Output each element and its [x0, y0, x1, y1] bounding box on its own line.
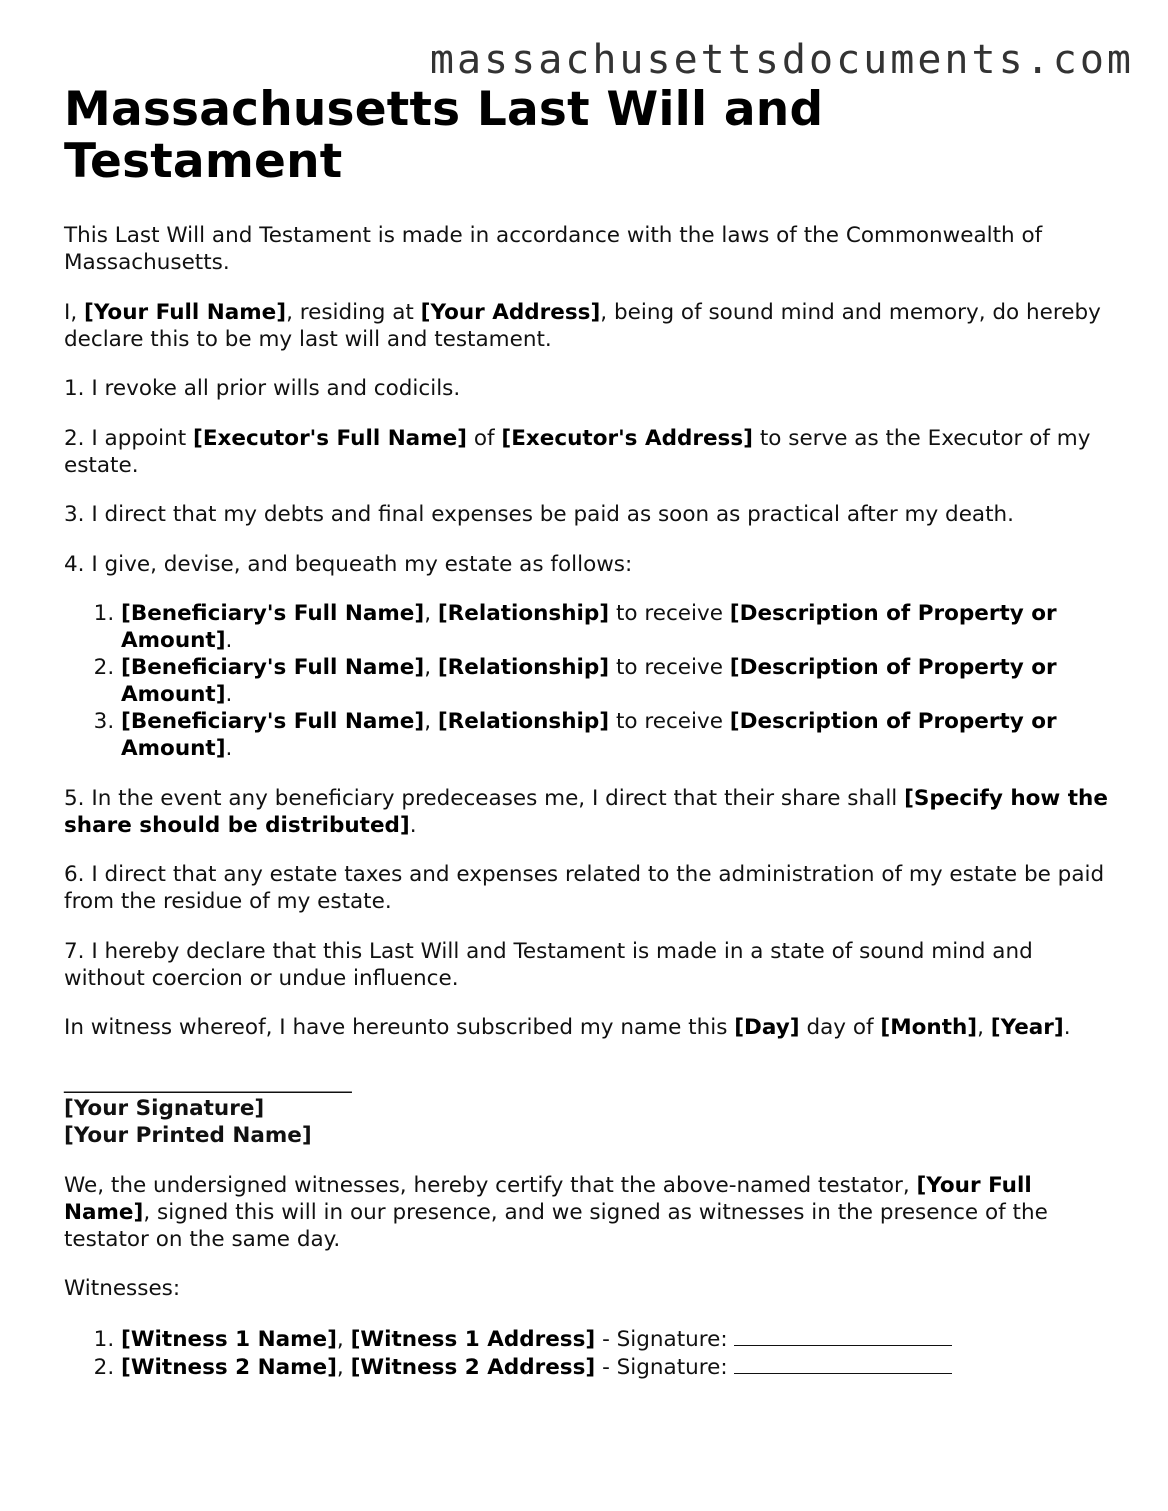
- signature-label: [Your Signature]: [64, 1096, 265, 1122]
- distribution-placeholder: [Specify how the share should be distributed]: [64, 785, 1108, 838]
- text: ,: [424, 655, 438, 681]
- text: 5. In the event any beneficiary predeceases me, I direct that their share shall: [64, 785, 905, 811]
- text: I,: [64, 299, 85, 325]
- text: ,: [336, 1354, 351, 1380]
- text: .: [225, 628, 233, 654]
- list-item: [121, 708, 1114, 762]
- text: to receive: [609, 601, 730, 627]
- testator-name-placeholder: [Your Full Name]: [84, 299, 287, 325]
- text: , being of sound mind and memory, do hereby declare this to be my last will and testament.: [64, 299, 1101, 352]
- month-placeholder: [Month]: [880, 1015, 978, 1041]
- intro-paragraph: This Last Will and Testament is made in accordance with the laws of the Commonwealth of Massachusetts.: [64, 223, 1043, 276]
- text: In witness whereof, I have hereunto subscribed my name this: [64, 1015, 735, 1041]
- list-item: [121, 1353, 1114, 1381]
- text: .: [225, 682, 233, 708]
- executor-address-placeholder: [Executor's Address]: [501, 425, 753, 451]
- text: to receive: [609, 709, 730, 735]
- text: , signed this will in our presence, and we signed as witnesses in the presence of the testator on the same day.: [64, 1199, 1048, 1252]
- text: - Signature:: [595, 1354, 735, 1380]
- clause-5: [64, 785, 1114, 839]
- document-title: Massachusetts Last Will and Testament: [64, 82, 824, 189]
- text: ,: [424, 709, 438, 735]
- text: We, the undersigned witnesses, hereby certify that the above-named testator,: [64, 1172, 917, 1198]
- relationship-placeholder: [Relationship]: [437, 601, 610, 627]
- witness-whereof-paragraph: [64, 1014, 1114, 1041]
- signature-line: ______________________________: [64, 1069, 351, 1095]
- witness-signature-line: [734, 1325, 952, 1346]
- executor-name-placeholder: [Executor's Full Name]: [193, 425, 468, 451]
- witnesses-heading: Witnesses:: [64, 1276, 181, 1302]
- witness-name-placeholder: [Witness 2 Name]: [121, 1354, 337, 1380]
- witness-list: [64, 1325, 1114, 1381]
- text: - Signature:: [595, 1326, 735, 1352]
- property-placeholder: [Description of Property or Amount]: [121, 655, 1057, 708]
- text: of: [467, 425, 502, 451]
- printed-name-label: [Your Printed Name]: [64, 1123, 312, 1149]
- text: day of: [799, 1015, 881, 1041]
- site-watermark: massachusettsdocuments.com: [429, 37, 1134, 83]
- relationship-placeholder: [Relationship]: [437, 655, 610, 681]
- witness-signature-line: [734, 1353, 952, 1374]
- document-body: [64, 84, 1114, 1381]
- list-item: [121, 654, 1114, 708]
- day-placeholder: [Day]: [734, 1015, 800, 1041]
- clause-7: 7. I hereby declare that this Last Will and Testament is made in a state of sound mind and without coercion or undue influence.: [64, 938, 1033, 991]
- text: , residing at: [286, 299, 421, 325]
- year-placeholder: [Year]: [990, 1015, 1064, 1041]
- clause-6: 6. I direct that any estate taxes and expenses related to the administration of my estate be paid from the residue of my estate.: [64, 862, 1105, 915]
- property-placeholder: [Description of Property or Amount]: [121, 601, 1057, 654]
- text: .: [1063, 1015, 1071, 1041]
- clause-4: 4. I give, devise, and bequeath my estate as follows:: [64, 551, 633, 577]
- text: .: [409, 812, 417, 838]
- relationship-placeholder: [Relationship]: [437, 709, 610, 735]
- beneficiary-name-placeholder: [Beneficiary's Full Name]: [121, 655, 425, 681]
- testator-address-placeholder: [Your Address]: [420, 299, 601, 325]
- property-placeholder: [Description of Property or Amount]: [121, 709, 1057, 762]
- witness-certification-paragraph: [64, 1172, 1114, 1253]
- text: ,: [424, 601, 438, 627]
- clause-2: [64, 425, 1114, 479]
- witness-name-placeholder: [Witness 1 Name]: [121, 1326, 337, 1352]
- beneficiary-name-placeholder: [Beneficiary's Full Name]: [121, 601, 425, 627]
- declaration-paragraph: [64, 299, 1114, 353]
- testator-name-placeholder: [Your Full Name]: [64, 1172, 1032, 1225]
- beneficiary-name-placeholder: [Beneficiary's Full Name]: [121, 709, 425, 735]
- list-item: [121, 600, 1114, 654]
- text: .: [225, 736, 233, 762]
- beneficiary-list: [64, 600, 1114, 762]
- text: 2. I appoint: [64, 425, 194, 451]
- text: to receive: [609, 655, 730, 681]
- list-item: [121, 1325, 1114, 1353]
- clause-1: 1. I revoke all prior wills and codicils.: [64, 376, 461, 402]
- witness-address-placeholder: [Witness 2 Address]: [350, 1354, 596, 1380]
- text: to serve as the Executor of my estate.: [64, 425, 1091, 478]
- witness-address-placeholder: [Witness 1 Address]: [350, 1326, 596, 1352]
- clause-3: 3. I direct that my debts and final expenses be paid as soon as practical after my death.: [64, 502, 1014, 528]
- text: ,: [336, 1326, 351, 1352]
- text: ,: [977, 1015, 991, 1041]
